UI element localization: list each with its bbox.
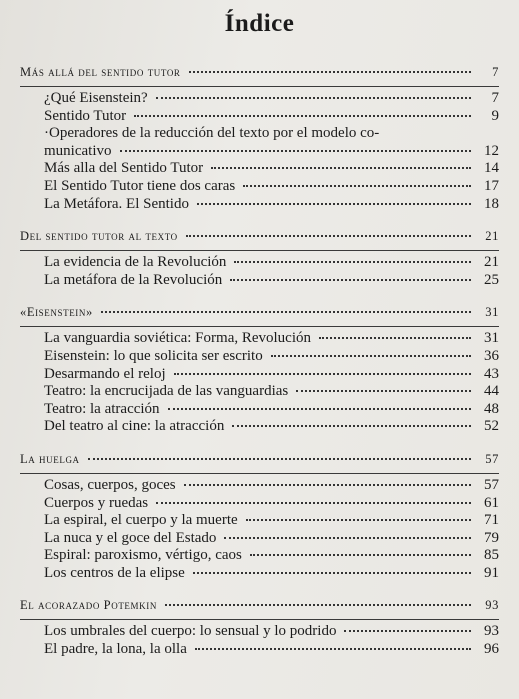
- dot-leader: [174, 373, 471, 375]
- entry-text: La espiral, el cuerpo y la muerte: [44, 512, 238, 529]
- entry-text: La nuca y el goce del Estado: [44, 529, 217, 546]
- dot-leader: [101, 311, 471, 313]
- entry-text: ·Operadores de la reducción del texto por el modelo co-: [44, 125, 380, 142]
- toc-section: [0, 298, 519, 436]
- entry-text: La vanguardia soviética: Forma, Revolución: [44, 330, 312, 347]
- entry-text: Cosas, cuerpos, goces: [44, 476, 176, 493]
- toc-section: [0, 222, 519, 289]
- section-heading: [0, 58, 519, 86]
- toc-section: [0, 58, 519, 213]
- entry-page-number: 96: [484, 641, 499, 658]
- entry-page-number: 25: [484, 271, 499, 288]
- toc-entry: [0, 108, 519, 126]
- dot-leader: [193, 572, 471, 574]
- entry-page-number: 18: [484, 195, 499, 212]
- entry-text: Del teatro al cine: la atracción: [44, 418, 225, 435]
- entry-text: Sentido Tutor: [44, 107, 127, 124]
- toc-section: [0, 591, 519, 658]
- dot-leader: [168, 408, 471, 410]
- entry-text: La metáfora de la Revolución: [44, 271, 223, 288]
- entry-text: Los centros de la elipse: [44, 564, 185, 581]
- dot-leader: [250, 554, 471, 556]
- entry-page-number: 57: [484, 476, 499, 493]
- section-rule: [20, 326, 499, 327]
- dot-leader: [120, 150, 472, 152]
- entry-page-number: 61: [484, 494, 499, 511]
- dot-leader: [243, 185, 471, 187]
- dot-leader: [197, 203, 471, 205]
- dot-leader: [319, 337, 471, 339]
- entry-page-number: 43: [484, 365, 499, 382]
- entry-page-number: 12: [484, 142, 499, 159]
- dot-leader: [189, 71, 471, 73]
- entry-text: Desarmando el reloj: [44, 365, 166, 382]
- toc-entry: [0, 477, 519, 495]
- section-heading-text: Del sentido tutor al texto: [20, 229, 178, 244]
- entry-text: Eisenstein: lo que solicita ser escrito: [44, 347, 263, 364]
- table-of-contents: [0, 58, 519, 668]
- entry-page-number: 71: [484, 512, 499, 529]
- dot-leader: [88, 458, 471, 460]
- page-title: Índice: [224, 10, 295, 37]
- entry-text: Teatro: la encrucijada de las vanguardias: [44, 383, 289, 400]
- toc-entry: [0, 178, 519, 196]
- dot-leader: [234, 261, 471, 263]
- toc-entry: [0, 272, 519, 290]
- toc-entry: [0, 547, 519, 565]
- toc-entry: [0, 512, 519, 530]
- toc-entry: [0, 565, 519, 583]
- toc-entry: [0, 623, 519, 641]
- section-rule: [20, 250, 499, 251]
- entry-text: Teatro: la atracción: [44, 400, 160, 417]
- entry-text: La Metáfora. El Sentido: [44, 195, 189, 212]
- entry-page-number: 31: [484, 330, 499, 347]
- dot-leader: [186, 235, 471, 237]
- entry-page-number: 85: [484, 547, 499, 564]
- section-page-number: 7: [492, 65, 499, 79]
- entry-text-continued: municativo: [44, 142, 112, 159]
- toc-entry: [0, 641, 519, 659]
- entry-page-number: 93: [484, 623, 499, 640]
- section-heading-text: El acorazado Potemkin: [20, 598, 157, 613]
- section-page-number: 93: [485, 598, 499, 613]
- section-heading: [0, 298, 519, 326]
- toc-entry: [0, 418, 519, 436]
- entry-text: Más alla del Sentido Tutor: [44, 160, 204, 177]
- section-rule: [20, 86, 499, 87]
- entry-text: Cuerpos y ruedas: [44, 494, 149, 511]
- dot-leader: [195, 648, 471, 650]
- entry-text: Espiral: paroxismo, vértigo, caos: [44, 547, 242, 564]
- toc-entry: [0, 125, 519, 160]
- section-heading: [0, 222, 519, 250]
- entry-page-number: 21: [484, 254, 499, 271]
- entry-page-number: 48: [484, 400, 499, 417]
- entry-text: Los umbrales del cuerpo: lo sensual y lo podrido: [44, 623, 337, 640]
- entry-text: El padre, la lona, la olla: [44, 641, 187, 658]
- section-page-number: 57: [485, 451, 499, 466]
- entry-continuation: [44, 143, 499, 161]
- toc-entry: [0, 90, 519, 108]
- toc-entry: [0, 366, 519, 384]
- section-rule: [20, 473, 499, 474]
- section-heading: [0, 445, 519, 473]
- entry-text: La evidencia de la Revolución: [44, 254, 227, 271]
- toc-entry: [0, 348, 519, 366]
- entry-page-number: 14: [484, 160, 499, 177]
- dot-leader: [211, 167, 471, 169]
- toc-entry: [0, 401, 519, 419]
- entry-page-number: 9: [491, 107, 499, 124]
- entry-text: ¿Qué Eisenstein?: [44, 90, 148, 106]
- dot-leader: [271, 355, 471, 357]
- section-heading: [0, 591, 519, 619]
- dot-leader: [296, 390, 471, 392]
- entry-page-number: 91: [484, 564, 499, 581]
- dot-leader: [165, 604, 471, 606]
- toc-entry: [0, 160, 519, 178]
- toc-entry: [0, 196, 519, 214]
- section-heading-text: «Eisenstein»: [20, 305, 93, 320]
- entry-page-number: 52: [484, 418, 499, 435]
- section-rule: [20, 619, 499, 620]
- dot-leader: [156, 502, 471, 504]
- dot-leader: [246, 519, 471, 521]
- dot-leader: [184, 484, 471, 486]
- entry-text: El Sentido Tutor tiene dos caras: [44, 177, 236, 194]
- section-heading-text: Más allá del sentido tutor: [20, 65, 181, 79]
- dot-leader: [344, 630, 471, 632]
- entry-page-number: 17: [484, 177, 499, 194]
- toc-entry: [0, 495, 519, 513]
- section-page-number: 21: [485, 229, 499, 244]
- toc-section: [0, 445, 519, 583]
- toc-entry: [0, 383, 519, 401]
- dot-leader: [156, 97, 471, 99]
- dot-leader: [232, 425, 471, 427]
- entry-page-number: 44: [484, 383, 499, 400]
- entry-page-number: 79: [484, 529, 499, 546]
- entry-page-number: 7: [491, 90, 499, 106]
- dot-leader: [230, 279, 471, 281]
- toc-entry: [0, 530, 519, 548]
- entry-page-number: 36: [484, 347, 499, 364]
- section-page-number: 31: [485, 305, 499, 320]
- toc-entry: [0, 330, 519, 348]
- dot-leader: [134, 115, 471, 117]
- dot-leader: [224, 537, 471, 539]
- toc-entry: [0, 254, 519, 272]
- section-heading-text: La huelga: [20, 451, 80, 466]
